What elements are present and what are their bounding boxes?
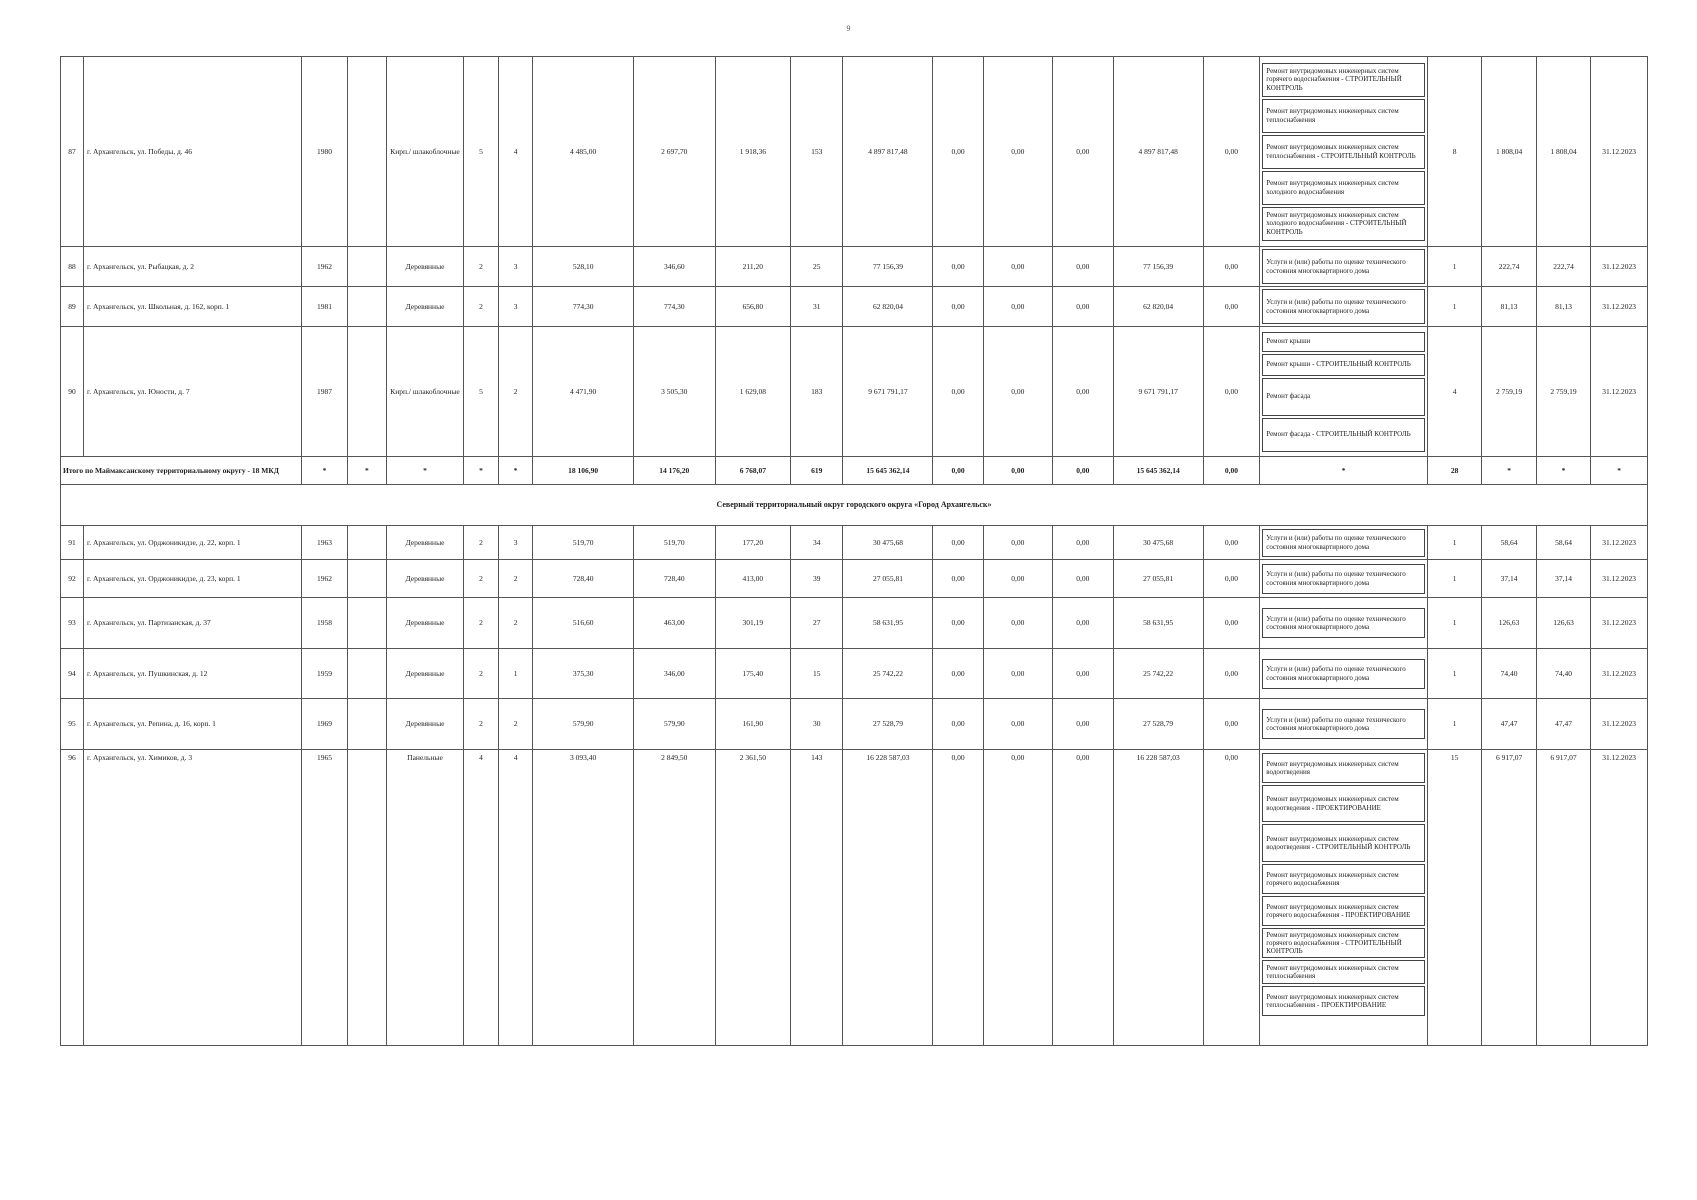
cell-entrances: 3 — [498, 247, 533, 287]
cell-material: Кирп./ шлакоблочные — [386, 327, 464, 457]
cell-material: Панельные — [386, 750, 464, 1046]
cell-max-cost: 222,74 — [1536, 247, 1590, 287]
cell-entrances: 2 — [498, 560, 533, 598]
cell-fund-fkr: 0,00 — [933, 699, 983, 750]
cell-material: Деревянные — [386, 560, 464, 598]
cell-fund-owners: 27 055,81 — [1113, 560, 1203, 598]
cell-count: 1 — [1427, 699, 1481, 750]
cell-fund-owners: 58 631,95 — [1113, 598, 1203, 649]
cell-address: г. Архангельск, ул. Победы, д. 46 — [84, 57, 302, 247]
cell-entrances: 2 — [498, 327, 533, 457]
cell-address: г. Архангельск, ул. Орджоникидзе, д. 23, корп. 1 — [84, 560, 302, 598]
cell-entrances: 4 — [498, 57, 533, 247]
work-item: Ремонт внутридомовых инженерных систем теплоснабжения - СТРОИТЕЛЬНЫЙ КОНТРОЛЬ — [1262, 135, 1425, 169]
cell-year: 1959 — [301, 649, 347, 699]
cell-deadline: 31.12.2023 — [1591, 598, 1648, 649]
cell-address: г. Архангельск, ул. Школьная, д. 162, корп. 1 — [84, 287, 302, 327]
cell-residents: 31 — [791, 287, 843, 327]
total-star-floors: * — [464, 457, 499, 485]
cell-max-cost: 58,64 — [1536, 526, 1590, 560]
cell-fund-fkr: 0,00 — [933, 598, 983, 649]
cell-blank — [347, 526, 386, 560]
work-item: Услуги и (или) работы по оценке технического состояния многоквартирного дома — [1262, 249, 1425, 284]
cell-unit-cost: 126,63 — [1482, 598, 1536, 649]
cell-count: 15 — [1427, 750, 1481, 1046]
work-item: Ремонт внутридомовых инженерных систем водоотведения — [1262, 753, 1425, 783]
cell-no: 93 — [61, 598, 84, 649]
cell-no: 92 — [61, 560, 84, 598]
cell-floors: 2 — [464, 699, 499, 750]
cell-unit-cost: 37,14 — [1482, 560, 1536, 598]
cell-works — [1260, 699, 1428, 750]
cell-fund-budget: 0,00 — [983, 699, 1052, 750]
cell-blank — [347, 598, 386, 649]
cell-count: 1 — [1427, 247, 1481, 287]
cell-total-area: 774,30 — [533, 287, 634, 327]
total-star-year: * — [301, 457, 347, 485]
cell-fund-local: 0,00 — [1052, 327, 1113, 457]
work-item: Ремонт фасада - СТРОИТЕЛЬНЫЙ КОНТРОЛЬ — [1262, 418, 1425, 452]
table-row — [61, 526, 1648, 560]
table-body-maimaksa — [61, 57, 1648, 457]
cell-area-residential: 2 849,50 — [633, 750, 715, 1046]
cell-fund-local: 0,00 — [1052, 287, 1113, 327]
cell-no: 87 — [61, 57, 84, 247]
total-fund-budget: 0,00 — [983, 457, 1052, 485]
cell-unit-cost: 74,40 — [1482, 649, 1536, 699]
cell-unit-cost: 2 759,19 — [1482, 327, 1536, 457]
cell-fund-other: 0,00 — [1203, 598, 1260, 649]
total-row — [61, 457, 1648, 485]
cell-floors: 2 — [464, 649, 499, 699]
cell-area-residential: 3 505,30 — [633, 327, 715, 457]
cell-blank — [347, 750, 386, 1046]
cell-works — [1260, 750, 1428, 1046]
cell-material: Деревянные — [386, 247, 464, 287]
cell-fund-other: 0,00 — [1203, 649, 1260, 699]
cell-cost-total: 77 156,39 — [843, 247, 933, 287]
cell-cost-total: 27 528,79 — [843, 699, 933, 750]
cell-floors: 2 — [464, 526, 499, 560]
cell-fund-local: 0,00 — [1052, 699, 1113, 750]
cell-total-area: 728,40 — [533, 560, 634, 598]
work-item: Ремонт внутридомовых инженерных систем теплоснабжения — [1262, 960, 1425, 984]
cell-unit-cost: 81,13 — [1482, 287, 1536, 327]
cell-works — [1260, 57, 1428, 247]
work-item: Ремонт внутридомовых инженерных систем холодного водоснабжения - СТРОИТЕЛЬНЫЙ КОНТРОЛЬ — [1262, 207, 1425, 241]
cell-total-area: 519,70 — [533, 526, 634, 560]
cell-total-area: 3 093,40 — [533, 750, 634, 1046]
cell-area-residential: 346,60 — [633, 247, 715, 287]
cell-year: 1987 — [301, 327, 347, 457]
cell-year: 1981 — [301, 287, 347, 327]
cell-material: Кирп./ шлакоблочные — [386, 57, 464, 247]
total-residents: 619 — [791, 457, 843, 485]
cell-area-residential: 519,70 — [633, 526, 715, 560]
cell-residents: 25 — [791, 247, 843, 287]
work-item: Услуги и (или) работы по оценке технического состояния многоквартирного дома — [1262, 529, 1425, 557]
table-body-total — [61, 457, 1648, 526]
cell-max-cost: 47,47 — [1536, 699, 1590, 750]
cell-unit-cost: 1 808,04 — [1482, 57, 1536, 247]
total-star-material: * — [386, 457, 464, 485]
cell-fund-local: 0,00 — [1052, 560, 1113, 598]
cell-deadline: 31.12.2023 — [1591, 327, 1648, 457]
work-item: Ремонт внутридомовых инженерных систем теплоснабжения - ПРОЕКТИРОВАНИЕ — [1262, 986, 1425, 1016]
work-item: Услуги и (или) работы по оценке технического состояния многоквартирного дома — [1262, 289, 1425, 324]
work-item: Ремонт внутридомовых инженерных систем водоотведения - ПРОЕКТИРОВАНИЕ — [1262, 785, 1425, 822]
cell-address: г. Архангельск, ул. Партизанская, д. 37 — [84, 598, 302, 649]
section-title: Северный территориальный округ городского округа «Город Архангельск» — [61, 485, 1648, 526]
cell-total-area: 375,30 — [533, 649, 634, 699]
cell-year: 1963 — [301, 526, 347, 560]
cell-deadline: 31.12.2023 — [1591, 247, 1648, 287]
cell-count: 1 — [1427, 526, 1481, 560]
cell-fund-other: 0,00 — [1203, 560, 1260, 598]
cell-fund-fkr: 0,00 — [933, 526, 983, 560]
cell-unit-cost: 58,64 — [1482, 526, 1536, 560]
cell-floors: 2 — [464, 598, 499, 649]
work-item: Ремонт крыши — [1262, 332, 1425, 352]
cell-year: 1958 — [301, 598, 347, 649]
cell-fund-budget: 0,00 — [983, 287, 1052, 327]
cell-entrances: 2 — [498, 598, 533, 649]
cell-address: г. Архангельск, ул. Пушкинская, д. 12 — [84, 649, 302, 699]
cell-fund-fkr: 0,00 — [933, 287, 983, 327]
cell-area-private: 656,80 — [715, 287, 790, 327]
cell-floors: 5 — [464, 57, 499, 247]
cell-area-residential: 463,00 — [633, 598, 715, 649]
cell-fund-fkr: 0,00 — [933, 649, 983, 699]
cell-max-cost: 81,13 — [1536, 287, 1590, 327]
cell-fund-other: 0,00 — [1203, 287, 1260, 327]
cell-count: 1 — [1427, 560, 1481, 598]
cell-cost-total: 27 055,81 — [843, 560, 933, 598]
cell-fund-owners: 4 897 817,48 — [1113, 57, 1203, 247]
table-row — [61, 649, 1648, 699]
cell-fund-other: 0,00 — [1203, 327, 1260, 457]
cell-works — [1260, 526, 1428, 560]
cell-unit-cost: 47,47 — [1482, 699, 1536, 750]
cell-works — [1260, 560, 1428, 598]
total-fund-fkr: 0,00 — [933, 457, 983, 485]
cell-material: Деревянные — [386, 526, 464, 560]
cell-floors: 5 — [464, 327, 499, 457]
cell-deadline: 31.12.2023 — [1591, 526, 1648, 560]
cell-cost-total: 58 631,95 — [843, 598, 933, 649]
cell-total-area: 528,10 — [533, 247, 634, 287]
cell-fund-fkr: 0,00 — [933, 560, 983, 598]
cell-area-private: 161,90 — [715, 699, 790, 750]
section-header-row — [61, 485, 1648, 526]
work-item: Ремонт внутридомовых инженерных систем теплоснабжения — [1262, 99, 1425, 133]
total-fund-owners: 15 645 362,14 — [1113, 457, 1203, 485]
cell-deadline: 31.12.2023 — [1591, 560, 1648, 598]
cell-deadline: 31.12.2023 — [1591, 649, 1648, 699]
cell-count: 1 — [1427, 287, 1481, 327]
cell-total-area: 579,90 — [533, 699, 634, 750]
cell-no: 95 — [61, 699, 84, 750]
work-item: Ремонт внутридомовых инженерных систем горячего водоснабжения - СТРОИТЕЛЬНЫЙ КОНТРОЛЬ — [1262, 928, 1425, 958]
cell-fund-other: 0,00 — [1203, 750, 1260, 1046]
total-fund-local: 0,00 — [1052, 457, 1113, 485]
table-row — [61, 327, 1648, 457]
total-count: 28 — [1427, 457, 1481, 485]
cell-cost-total: 25 742,22 — [843, 649, 933, 699]
cell-fund-owners: 77 156,39 — [1113, 247, 1203, 287]
cell-residents: 183 — [791, 327, 843, 457]
work-item: Услуги и (или) работы по оценке технического состояния многоквартирного дома — [1262, 659, 1425, 689]
cell-works — [1260, 598, 1428, 649]
work-item: Услуги и (или) работы по оценке технического состояния многоквартирного дома — [1262, 709, 1425, 739]
cell-floors: 2 — [464, 247, 499, 287]
total-star-entrances: * — [498, 457, 533, 485]
cell-fund-budget: 0,00 — [983, 526, 1052, 560]
cell-fund-local: 0,00 — [1052, 649, 1113, 699]
cell-entrances: 3 — [498, 287, 533, 327]
cell-cost-total: 4 897 817,48 — [843, 57, 933, 247]
cell-fund-local: 0,00 — [1052, 57, 1113, 247]
cell-blank — [347, 57, 386, 247]
cell-material: Деревянные — [386, 649, 464, 699]
cell-area-residential: 774,30 — [633, 287, 715, 327]
cell-year: 1980 — [301, 57, 347, 247]
cell-residents: 143 — [791, 750, 843, 1046]
cell-fund-budget: 0,00 — [983, 247, 1052, 287]
repair-program-table — [60, 56, 1648, 1046]
work-item: Ремонт фасада — [1262, 378, 1425, 416]
cell-fund-fkr: 0,00 — [933, 247, 983, 287]
cell-fund-local: 0,00 — [1052, 526, 1113, 560]
cell-blank — [347, 560, 386, 598]
work-item: Ремонт внутридомовых инженерных систем горячего водоснабжения - СТРОИТЕЛЬНЫЙ КОНТРОЛЬ — [1262, 63, 1425, 97]
cell-count: 4 — [1427, 327, 1481, 457]
total-cost: 15 645 362,14 — [843, 457, 933, 485]
total-area: 18 106,90 — [533, 457, 634, 485]
cell-cost-total: 9 671 791,17 — [843, 327, 933, 457]
cell-fund-owners: 25 742,22 — [1113, 649, 1203, 699]
table-row — [61, 247, 1648, 287]
cell-no: 96 — [61, 750, 84, 1046]
total-area-private: 6 768,07 — [715, 457, 790, 485]
cell-count: 8 — [1427, 57, 1481, 247]
cell-no: 90 — [61, 327, 84, 457]
cell-fund-local: 0,00 — [1052, 247, 1113, 287]
work-item: Ремонт внутридомовых инженерных систем горячего водоснабжения - ПРОЕКТИРОВАНИЕ — [1262, 896, 1425, 926]
cell-deadline: 31.12.2023 — [1591, 287, 1648, 327]
cell-unit-cost: 6 917,07 — [1482, 750, 1536, 1046]
cell-no: 89 — [61, 287, 84, 327]
cell-address: г. Архангельск, ул. Химиков, д. 3 — [84, 750, 302, 1046]
total-area-residential: 14 176,20 — [633, 457, 715, 485]
cell-unit-cost: 222,74 — [1482, 247, 1536, 287]
cell-address: г. Архангельск, ул. Репина, д. 16, корп. 1 — [84, 699, 302, 750]
cell-residents: 27 — [791, 598, 843, 649]
cell-count: 1 — [1427, 598, 1481, 649]
cell-works — [1260, 649, 1428, 699]
cell-floors: 2 — [464, 560, 499, 598]
cell-area-private: 177,20 — [715, 526, 790, 560]
total-star-max: * — [1536, 457, 1590, 485]
cell-max-cost: 74,40 — [1536, 649, 1590, 699]
cell-year: 1965 — [301, 750, 347, 1046]
cell-area-private: 301,19 — [715, 598, 790, 649]
work-item: Услуги и (или) работы по оценке технического состояния многоквартирного дома — [1262, 608, 1425, 638]
cell-fund-budget: 0,00 — [983, 750, 1052, 1046]
table-row — [61, 57, 1648, 247]
cell-max-cost: 2 759,19 — [1536, 327, 1590, 457]
cell-total-area: 516,60 — [533, 598, 634, 649]
total-star-works: * — [1260, 457, 1428, 485]
cell-area-residential: 346,00 — [633, 649, 715, 699]
cell-floors: 2 — [464, 287, 499, 327]
table-row — [61, 287, 1648, 327]
cell-blank — [347, 287, 386, 327]
cell-no: 94 — [61, 649, 84, 699]
table-row — [61, 699, 1648, 750]
cell-fund-local: 0,00 — [1052, 598, 1113, 649]
cell-year: 1969 — [301, 699, 347, 750]
cell-fund-budget: 0,00 — [983, 57, 1052, 247]
cell-deadline: 31.12.2023 — [1591, 699, 1648, 750]
cell-cost-total: 30 475,68 — [843, 526, 933, 560]
cell-deadline: 31.12.2023 — [1591, 57, 1648, 247]
cell-max-cost: 1 808,04 — [1536, 57, 1590, 247]
cell-residents: 30 — [791, 699, 843, 750]
cell-blank — [347, 247, 386, 287]
cell-address: г. Архангельск, ул. Орджоникидзе, д. 22, корп. 1 — [84, 526, 302, 560]
cell-area-private: 175,40 — [715, 649, 790, 699]
cell-fund-owners: 16 228 587,03 — [1113, 750, 1203, 1046]
cell-area-residential: 2 697,70 — [633, 57, 715, 247]
cell-fund-local: 0,00 — [1052, 750, 1113, 1046]
cell-area-private: 413,00 — [715, 560, 790, 598]
cell-fund-budget: 0,00 — [983, 560, 1052, 598]
cell-blank — [347, 327, 386, 457]
cell-fund-other: 0,00 — [1203, 57, 1260, 247]
cell-residents: 34 — [791, 526, 843, 560]
cell-max-cost: 37,14 — [1536, 560, 1590, 598]
cell-address: г. Архангельск, ул. Рыбацкая, д. 2 — [84, 247, 302, 287]
cell-fund-other: 0,00 — [1203, 526, 1260, 560]
cell-count: 1 — [1427, 649, 1481, 699]
cell-address: г. Архангельск, ул. Юности, д. 7 — [84, 327, 302, 457]
cell-blank — [347, 699, 386, 750]
cell-fund-owners: 9 671 791,17 — [1113, 327, 1203, 457]
cell-floors: 4 — [464, 750, 499, 1046]
cell-fund-fkr: 0,00 — [933, 750, 983, 1046]
cell-area-residential: 579,90 — [633, 699, 715, 750]
cell-area-private: 1 918,36 — [715, 57, 790, 247]
page-number: 9 — [846, 24, 851, 33]
cell-entrances: 4 — [498, 750, 533, 1046]
cell-no: 88 — [61, 247, 84, 287]
cell-cost-total: 62 820,04 — [843, 287, 933, 327]
cell-total-area: 4 471,90 — [533, 327, 634, 457]
cell-residents: 153 — [791, 57, 843, 247]
cell-fund-owners: 27 528,79 — [1113, 699, 1203, 750]
table-row — [61, 560, 1648, 598]
cell-material: Деревянные — [386, 699, 464, 750]
cell-max-cost: 6 917,07 — [1536, 750, 1590, 1046]
work-item: Ремонт внутридомовых инженерных систем холодного водоснабжения — [1262, 171, 1425, 205]
cell-works — [1260, 287, 1428, 327]
cell-entrances: 2 — [498, 699, 533, 750]
total-fund-other: 0,00 — [1203, 457, 1260, 485]
table-row — [61, 750, 1648, 1046]
table-row — [61, 598, 1648, 649]
total-star-deadline: * — [1591, 457, 1648, 485]
cell-entrances: 3 — [498, 526, 533, 560]
work-item: Ремонт внутридомовых инженерных систем водоотведения - СТРОИТЕЛЬНЫЙ КОНТРОЛЬ — [1262, 824, 1425, 862]
cell-residents: 15 — [791, 649, 843, 699]
cell-fund-other: 0,00 — [1203, 699, 1260, 750]
cell-total-area: 4 485,00 — [533, 57, 634, 247]
table-body-severny — [61, 526, 1648, 1046]
cell-fund-fkr: 0,00 — [933, 57, 983, 247]
cell-fund-other: 0,00 — [1203, 247, 1260, 287]
work-item: Ремонт крыши - СТРОИТЕЛЬНЫЙ КОНТРОЛЬ — [1262, 354, 1425, 376]
cell-fund-budget: 0,00 — [983, 327, 1052, 457]
cell-year: 1962 — [301, 560, 347, 598]
cell-works — [1260, 327, 1428, 457]
cell-material: Деревянные — [386, 287, 464, 327]
total-star-unit: * — [1482, 457, 1536, 485]
cell-cost-total: 16 228 587,03 — [843, 750, 933, 1046]
cell-residents: 39 — [791, 560, 843, 598]
cell-area-private: 1 629,08 — [715, 327, 790, 457]
cell-fund-owners: 62 820,04 — [1113, 287, 1203, 327]
cell-material: Деревянные — [386, 598, 464, 649]
cell-blank — [347, 649, 386, 699]
cell-fund-fkr: 0,00 — [933, 327, 983, 457]
cell-entrances: 1 — [498, 649, 533, 699]
work-item: Услуги и (или) работы по оценке технического состояния многоквартирного дома — [1262, 564, 1425, 594]
cell-fund-budget: 0,00 — [983, 598, 1052, 649]
cell-deadline: 31.12.2023 — [1591, 750, 1648, 1046]
cell-area-residential: 728,40 — [633, 560, 715, 598]
cell-area-private: 2 361,50 — [715, 750, 790, 1046]
work-item: Ремонт внутридомовых инженерных систем горячего водоснабжения — [1262, 864, 1425, 894]
cell-no: 91 — [61, 526, 84, 560]
cell-max-cost: 126,63 — [1536, 598, 1590, 649]
total-star-blank: * — [347, 457, 386, 485]
cell-area-private: 211,20 — [715, 247, 790, 287]
cell-year: 1962 — [301, 247, 347, 287]
cell-fund-owners: 30 475,68 — [1113, 526, 1203, 560]
total-label: Итого по Маймаксанскому территориальному округу - 18 МКД — [61, 457, 302, 485]
cell-works — [1260, 247, 1428, 287]
cell-fund-budget: 0,00 — [983, 649, 1052, 699]
